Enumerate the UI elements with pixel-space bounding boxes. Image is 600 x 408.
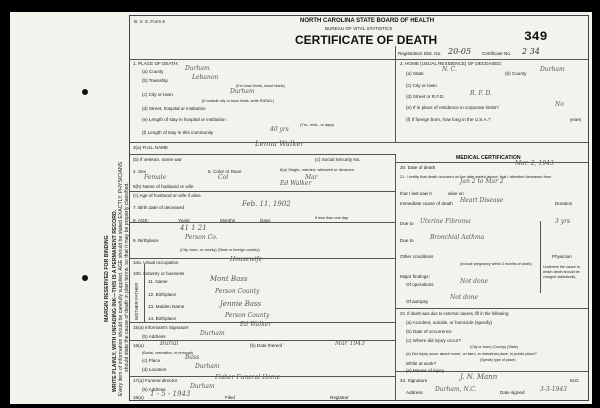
burial-location-value: Durham [195,363,220,370]
physician-label: Physician [552,254,572,259]
doctor-address-label: Address [406,390,423,395]
rule-physician [540,221,541,293]
burial-date-value: Mar 1943 [335,340,365,347]
funeral-director-value: Fisher Funeral Home [215,374,281,381]
injury-place-label: (d) Did injury occur about home, on farm, in industrial place, in public place? [406,351,537,356]
mother-maiden-value: Jennie Bass [220,300,262,308]
binding-hole-top [82,89,88,95]
rule-s23 [395,308,588,309]
means-injury-label: (e) Means of injury [406,368,445,373]
date-signed-value: 3-3-1943 [540,386,567,393]
birthplace-note: (City, town, or county) (State or foreign country) [180,248,260,252]
birth-date-value: Feb. 11, 1902 [242,200,291,208]
birthplace-label: 9. Birthplace [133,238,159,243]
occurrence-date-label: (b) Date of occurrence [406,329,452,334]
alive-on-label: alive on [448,191,464,196]
rule-header [130,59,588,60]
mother-birthplace-value: Person County [225,312,270,319]
informant-address-value: Durham [200,330,225,337]
last-saw-label: that I last saw h [400,191,432,196]
attended-label: 21. I certify that death occurred on the date stated above; that I attended deceased from [400,174,552,179]
burial-value: Burial [160,340,179,347]
residence-county-label: (b) County [505,71,527,76]
funeral-address-value: Durham [190,383,215,390]
residence-county-value: Durham [540,66,565,73]
margin-instructions-2: should state the cause of death in plain terms, so that it may be properly classified. [124,182,130,372]
city-note: (If outside city or town limits, write RURAL) [202,99,274,103]
filed-label: Filed [225,395,235,400]
occupation-label: 10a. Usual occupation [133,260,179,265]
autopsy-value: Not done [450,294,479,301]
major-findings-label: Major findings: [400,274,430,279]
while-at-work-label: While at work? [406,361,437,366]
duration-value: 3 yrs [555,218,571,225]
reg-dist-label: Registration Dist. No. [398,51,442,56]
stay-hospital-label: (e) Length of stay in hospital or institution [142,117,226,122]
age-less-day-note: If less than one day [315,216,348,220]
reg-dist-value: 20-05 [448,47,472,56]
sex-label: 4. Sex [133,169,147,174]
foreign-born-years: years [570,117,582,122]
rule-s4 [130,154,395,155]
doctor-address-value: Durham, N.C. [435,386,477,393]
burial-place-label: (c) Place [142,358,161,363]
underline-note: Underline the cause to which death should be charged statistically. [543,265,580,279]
residence-state-label: (a) State [406,71,424,76]
filed-date-value: 1 - 5 - 1943 [150,390,191,398]
father-name-value: Mont Bass [210,275,248,283]
age-months-label: Months [220,218,236,223]
due-to-label-2: Due to [400,238,414,243]
city-value: Durham [230,88,255,95]
father-birthplace-value: Person County [215,288,260,295]
rule-center-bottom [395,154,396,400]
funeral-address-label: (b) Address [142,387,166,392]
binding-hole-bottom [82,275,88,281]
bureau-name: BUREAU OF VITAL STATISTICS [325,26,393,31]
father-name-label: 11. Name [148,279,168,284]
mother-birthplace-label: 14. Birthplace [148,316,177,321]
stay-note: (Yrs., mos., or days) [300,123,335,127]
md-label: M.D. [570,378,580,383]
spouse-age-label: (c) Age of husband or wife if alive [133,193,201,198]
registrar-label: Registrar [330,395,349,400]
age-value: 41 1 21 [180,224,207,232]
county-label: (a) County [142,69,164,74]
spouse-label: 6(b) Name of husband or wife [133,184,194,189]
cert-no-value: 2 34 [522,47,540,56]
parents-side-label: MOTHER FATHER [134,282,139,320]
foreign-born-label: (f) If foreign born, how long in the U.S.A.? [406,117,491,122]
township-value: Lebanon [192,74,219,81]
attended-value: Jan 2 to Mar 2 [460,178,504,185]
duration-label: Duration [555,201,573,206]
stay-community-label: (f) Length of stay in this community [142,130,214,135]
place-of-death-label: 1. PLACE OF DEATH: [133,61,179,66]
form-number: B. V. S. Form 8 [134,19,165,24]
rule-center-top [395,46,396,142]
residence-street-value: R. F. D. [470,90,492,97]
township-note: (If in town limits, leave blank) [236,84,285,88]
occupation-value: Housewife [230,256,263,263]
industry-label: 10b. Industry or business [133,271,185,276]
filed-label-s18: 18(a) [133,395,144,400]
margin-instructions-1: Every item of information should be carefully supplied. AGE should be stated EXACTLY. PHYSICIANS [118,161,124,396]
spouse-value: Ed Walker [280,180,312,187]
signature-value: J. N. Mann [460,373,498,381]
age-label: 8. AGE: [133,218,149,223]
race-label: 5. Color or Race [208,169,242,174]
medical-cert-title: MEDICAL CERTIFICATION [456,155,521,161]
burial-date-label: (b) Date thereof [250,343,283,348]
residence-limits-value: No [555,101,564,108]
accident-label: (a) Accident, suicide, or homicide (specify) [406,320,493,325]
stamp-number: 349 [524,29,548,44]
township-label: (b) Township [142,78,168,83]
residence-limits-label: (e) If in place of residence in corporate limits? [406,105,499,110]
marital-value: Mar [305,174,318,181]
city-label: (c) City or town [142,92,173,97]
rule-s10 [130,258,395,259]
due-to-label-1: Due to [400,221,414,226]
external-causes-label: 23. If death was due to external causes, fill in the following: [400,311,510,316]
other-conditions-label: Other conditions [400,254,434,259]
race-value: Col [218,174,229,181]
county-value: Durham [185,65,210,72]
injury-place-note: (Specify type of place) [480,358,516,362]
cause-value: Heart Disease [460,197,504,204]
burial-location-label: (d) Location [142,367,167,372]
signature-label: 24. Signature [400,378,428,383]
rule-s7 [130,191,395,192]
cert-no-label: Certificate No. [482,51,512,56]
birth-date-label: 7. Birth date of deceased [133,205,185,210]
death-certificate-page [10,12,592,404]
certificate-title: CERTIFICATE OF DEATH [295,33,438,47]
due-to-value-1: Uterine Fibroma [420,218,471,225]
margin-binding-text: MARGIN RESERVED FOR BINDING [104,235,110,322]
age-days-label: Days [260,218,271,223]
residence-street-label: (d) Street or R.F.D. [406,94,445,99]
birthplace-value: Person Co. [185,234,218,241]
death-date-value: Mar. 2, 1943 [515,160,554,167]
other-conditions-note: (Include pregnancy within 3 months of death) [460,262,532,266]
street-label: (d) Street, hospital or institution [142,106,206,111]
burial-note: (Burial, cremation, or removal) [142,351,194,355]
stay-community-value: 40 yrs [270,126,289,133]
date-signed-label: Date signed [500,390,525,395]
binding-margin [10,12,128,404]
residence-city-label: (c) City or town [406,83,437,88]
marital-label: 6(a) Single, married, widowed or divorced [280,167,354,172]
board-name: NORTH CAROLINA STATE BOARD OF HEALTH [300,18,435,24]
operations-label: Of operations [406,282,434,287]
full-name-label: 3(a) FULL NAME [133,145,169,150]
residence-label: 2. HOME (USUAL RESIDENCE) OF DECEASED: [400,61,502,66]
funeral-director-label: 17(a) Funeral director [133,378,178,383]
veteran-label: (b) If veteran, name war [133,157,182,162]
age-years-label: Years [178,218,190,223]
burial-label: 16(a) [133,343,144,348]
death-date-label: 20. Date of death [400,165,436,170]
burial-place-value: Bass [185,354,200,361]
cause-label: Immediate cause of death [400,201,453,206]
certificate-form [129,15,589,401]
operations-value: Not done [460,278,489,285]
injury-where-label: (c) Where did injury occur? [406,338,461,343]
informant-address-label: (b) Address [142,334,166,339]
social-security-label: (c) Social Security No. [315,157,361,162]
informant-value: Ed Walker [240,321,272,328]
margin-ink-text: WRITE PLAINLY, WITH UNFADING INK—THIS IS A PERMANENT RECORD. [112,209,118,392]
sex-value: Female [144,174,167,181]
residence-state-value: N. C. [442,66,457,73]
rule-med [395,162,588,163]
informant-label: 15(a) Informant's Signature [133,325,189,330]
injury-where-note: (City or town) (County) (State) [470,345,518,349]
mother-maiden-label: 13. Maiden Name [148,304,185,309]
autopsy-label: Of autopsy [406,299,429,304]
father-birthplace-label: 12. Birthplace [148,292,177,297]
rule-name [130,142,588,143]
due-to-value-2: Bronchial Asthma [430,234,485,241]
full-name-value: Lenna Walker [255,140,304,148]
